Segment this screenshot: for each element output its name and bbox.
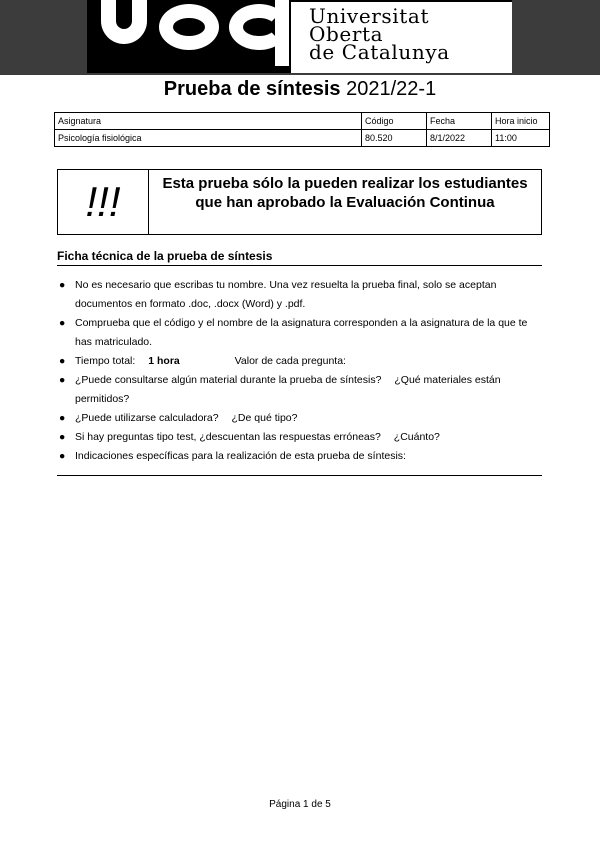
list-item	[57, 428, 542, 447]
cell-date: 8/1/2022	[427, 130, 492, 147]
list-item	[57, 276, 542, 314]
logo-letter-u	[101, 0, 147, 44]
bullet-icon: ●	[59, 412, 66, 424]
logo-letter-o	[159, 4, 219, 50]
item-text: ¿Cuánto?	[393, 431, 440, 443]
page-number: Página 1 de 5	[269, 799, 331, 810]
warning-mark: !!!	[58, 170, 149, 234]
cell-subject: Psicología fisiológica	[55, 130, 362, 147]
item-text: ¿De qué tipo?	[231, 412, 298, 424]
item-text: Comprueba que el código y el nombre de la asignatura corresponden a la asignatura de la que te has matriculado.	[75, 317, 528, 348]
bullet-icon: ●	[59, 374, 66, 386]
notice-text: Esta prueba sólo la pueden realizar los estudiantes que han aprobado la Evaluación Continua	[162, 175, 528, 211]
table-header-row	[55, 113, 550, 130]
logo-line-2: Oberta	[309, 22, 384, 46]
item-text: ¿Qué materiales están permitidos?	[75, 374, 501, 405]
item-text: Si hay preguntas tipo test, ¿descuentan las respuestas erróneas?	[75, 431, 381, 443]
bullet-icon: ●	[59, 450, 66, 462]
header-cell-subject: Asignatura	[55, 113, 362, 130]
section-divider	[57, 475, 542, 476]
logo-line-1: Universitat	[309, 4, 430, 28]
bullet-icon: ●	[59, 317, 66, 329]
header-cell-start-time: Hora inicio	[492, 113, 550, 130]
question-value-label: Valor de cada pregunta:	[234, 355, 346, 367]
page-title	[0, 78, 600, 101]
logo-bar	[275, 0, 289, 66]
item-text: ¿Puede utilizarse calculadora?	[75, 412, 219, 424]
bullet-icon: ●	[59, 431, 66, 443]
uoc-logo	[87, 0, 512, 73]
list-item	[57, 409, 542, 428]
logo-wordmark	[291, 2, 512, 73]
item-text: Indicaciones específicas para la realización de esta prueba de síntesis:	[75, 450, 406, 462]
list-item	[57, 314, 542, 352]
cell-start-time: 11:00	[492, 130, 550, 147]
title-term: 2021/22-1	[346, 78, 437, 100]
list-item	[57, 371, 542, 409]
time-label: Tiempo total:	[75, 355, 136, 367]
eligibility-notice	[57, 169, 542, 235]
title-bold: Prueba de síntesis	[163, 78, 341, 100]
table-row	[55, 130, 550, 147]
header-band	[0, 0, 600, 75]
logo-line-3: de Catalunya	[309, 40, 450, 64]
item-text: No es necesario que escribas tu nombre. Una vez resuelta la prueba final, solo se aceptan documentos en formato .doc, .docx (Word) y .pdf.	[75, 279, 497, 310]
time-value: 1 hora	[148, 355, 180, 367]
cell-code: 80.520	[362, 130, 427, 147]
instructions-list	[57, 276, 542, 466]
header-cell-code: Código	[362, 113, 427, 130]
section-heading: Ficha técnica de la prueba de síntesis	[57, 249, 542, 266]
item-text: ¿Puede consultarse algún material durante la prueba de síntesis?	[75, 374, 382, 386]
course-info-table	[54, 112, 550, 147]
list-item	[57, 352, 542, 371]
header-cell-date: Fecha	[427, 113, 492, 130]
list-item	[57, 447, 542, 466]
bullet-icon: ●	[59, 279, 66, 291]
bullet-icon: ●	[59, 355, 66, 367]
